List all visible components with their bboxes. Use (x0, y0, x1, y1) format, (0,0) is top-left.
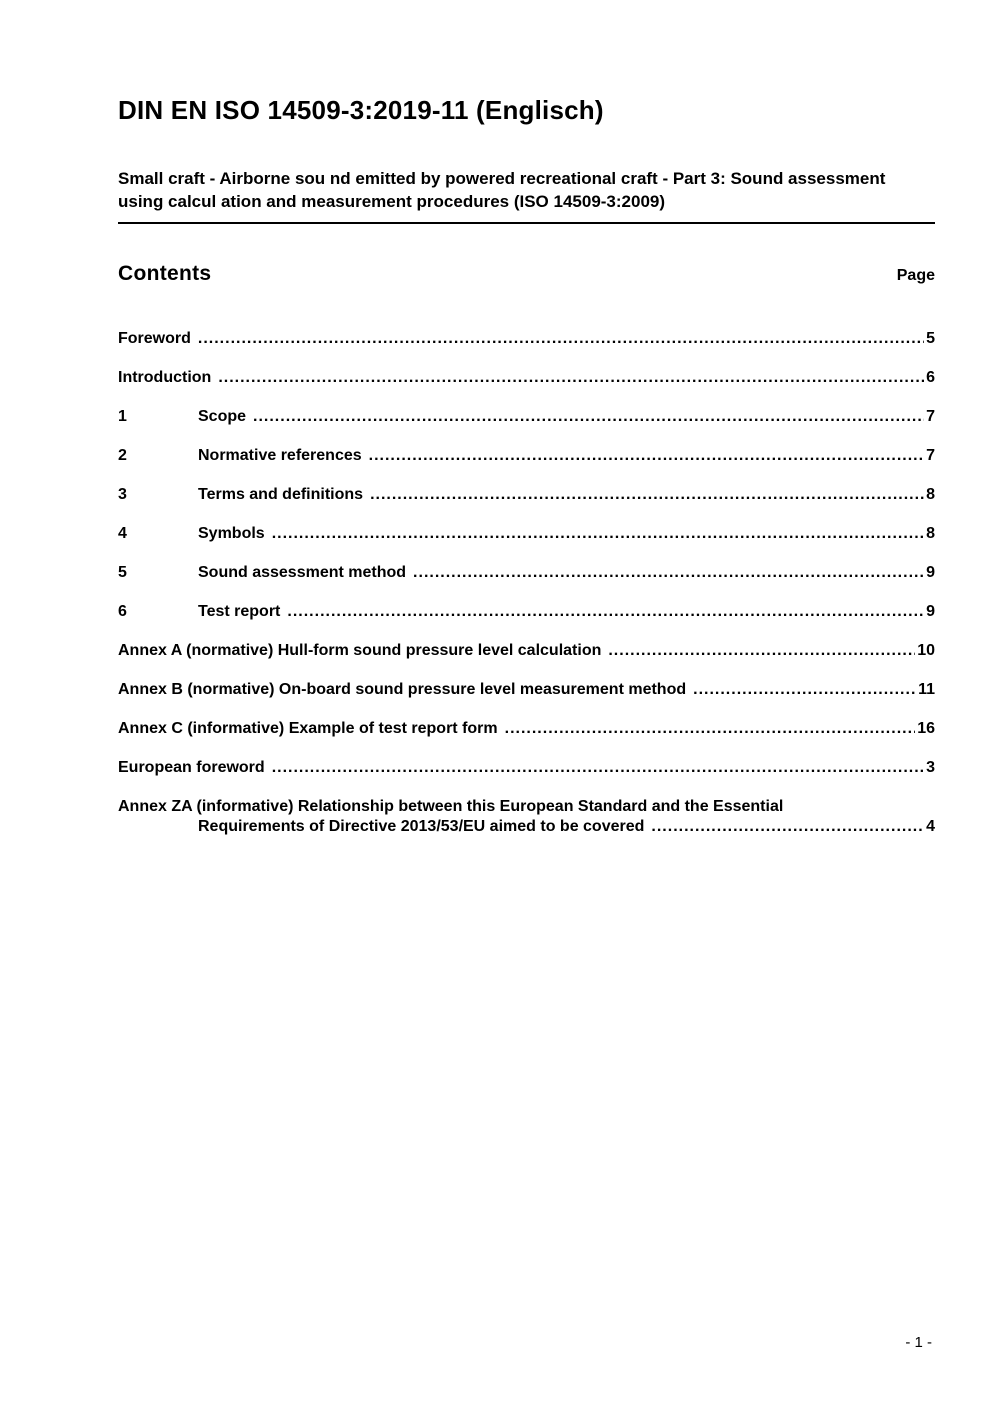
dotted-leader (218, 369, 924, 387)
toc-entry-label: Annex ZA (informative) Relationship between this European Standard and the Essential (118, 798, 784, 815)
toc-entry-page-number: 7 (926, 408, 935, 425)
toc-entry-page-number: 3 (926, 759, 935, 776)
toc-entry-label: Annex A (normative) Hull-form sound pressure level calculation (118, 642, 602, 659)
toc-entry-line (118, 642, 935, 660)
toc-entry-line (118, 720, 935, 738)
toc-entry-page-number: 7 (926, 447, 935, 464)
table-of-contents (118, 330, 935, 836)
toc-entry-label: Foreword (118, 330, 191, 347)
toc-entry-label: Annex C (informative) Example of test report form (118, 720, 498, 737)
toc-entry-line (118, 759, 935, 777)
toc-entry-label: Scope (198, 408, 247, 425)
dotted-leader (369, 447, 924, 465)
toc-entry-number: 5 (118, 564, 127, 581)
toc-entry-page-number: 11 (918, 681, 935, 698)
toc-entry-label: Sound assessment method (198, 564, 407, 581)
toc-entry-page-number: 6 (926, 369, 935, 386)
toc-entry-label: Annex B (normative) On-board sound pressure level measurement method (118, 681, 687, 698)
toc-entry-number: 1 (118, 408, 127, 425)
toc-entry-number: 6 (118, 603, 127, 620)
toc-entry-label-continued: Requirements of Directive 2013/53/EU aimed to be covered (198, 818, 645, 835)
toc-entry-line-continued (118, 818, 935, 836)
toc-entry-number: 3 (118, 486, 127, 503)
toc-entry (118, 681, 935, 699)
toc-entry-line (118, 525, 935, 543)
page-column-label: Page (896, 267, 935, 284)
dotted-leader (651, 818, 924, 836)
document-subtitle-block (118, 167, 935, 224)
toc-entry-line (118, 369, 935, 387)
toc-entry (118, 564, 935, 582)
toc-entry-page-number: 8 (926, 486, 935, 503)
toc-entry (118, 720, 935, 738)
toc-entry (118, 408, 935, 426)
toc-entry (118, 330, 935, 348)
toc-entry-label: Test report (198, 603, 281, 620)
toc-entry (118, 798, 935, 836)
toc-entry-label: Terms and definitions (198, 486, 364, 503)
toc-entry-page-number: 9 (926, 603, 935, 620)
toc-entry-page-number: 9 (926, 564, 935, 581)
toc-entry-page-number: 10 (917, 642, 935, 659)
document-subtitle: Small craft - Airborne sou nd emitted by powered recreational craft - Part 3: Sound assessment using calcul ation and measurement procedures (ISO 14509-3:2009) (118, 169, 886, 211)
toc-entry-line (118, 408, 935, 426)
dotted-leader (253, 408, 924, 426)
toc-entry-label: Introduction (118, 369, 212, 386)
contents-heading: Contents (118, 262, 212, 285)
toc-entry-line (118, 330, 935, 348)
toc-entry-page-number: 16 (917, 720, 935, 737)
toc-entry-number: 4 (118, 525, 127, 542)
toc-entry (118, 369, 935, 387)
toc-entry (118, 447, 935, 465)
toc-entry-line (118, 564, 935, 582)
dotted-leader (505, 720, 916, 738)
dotted-leader (198, 330, 924, 348)
toc-entry-page-number: 8 (926, 525, 935, 542)
toc-entry-number: 2 (118, 447, 127, 464)
toc-entry-label: European foreword (118, 759, 265, 776)
toc-entry-page-number: 4 (926, 818, 935, 835)
toc-entry-line (118, 486, 935, 504)
toc-entry-line (118, 447, 935, 465)
dotted-leader (272, 759, 924, 777)
toc-entry-label: Symbols (198, 525, 265, 542)
dotted-leader (287, 603, 924, 621)
toc-entry (118, 759, 935, 777)
toc-entry-label: Normative references (198, 447, 362, 464)
toc-entry-page-number: 5 (926, 330, 935, 347)
dotted-leader (413, 564, 924, 582)
document-title: DIN EN ISO 14509-3:2019-11 (Englisch) (118, 95, 604, 125)
toc-entry (118, 486, 935, 504)
dotted-leader (693, 681, 916, 699)
dotted-leader (608, 642, 915, 660)
toc-entry-line (118, 603, 935, 621)
footer-page-number: - 1 - (905, 1334, 932, 1351)
toc-entry-line (118, 681, 935, 699)
toc-entry (118, 603, 935, 621)
dotted-leader (370, 486, 924, 504)
contents-header (118, 262, 935, 286)
toc-entry (118, 525, 935, 543)
page-footer (905, 1334, 932, 1351)
toc-entry (118, 642, 935, 660)
dotted-leader (272, 525, 924, 543)
